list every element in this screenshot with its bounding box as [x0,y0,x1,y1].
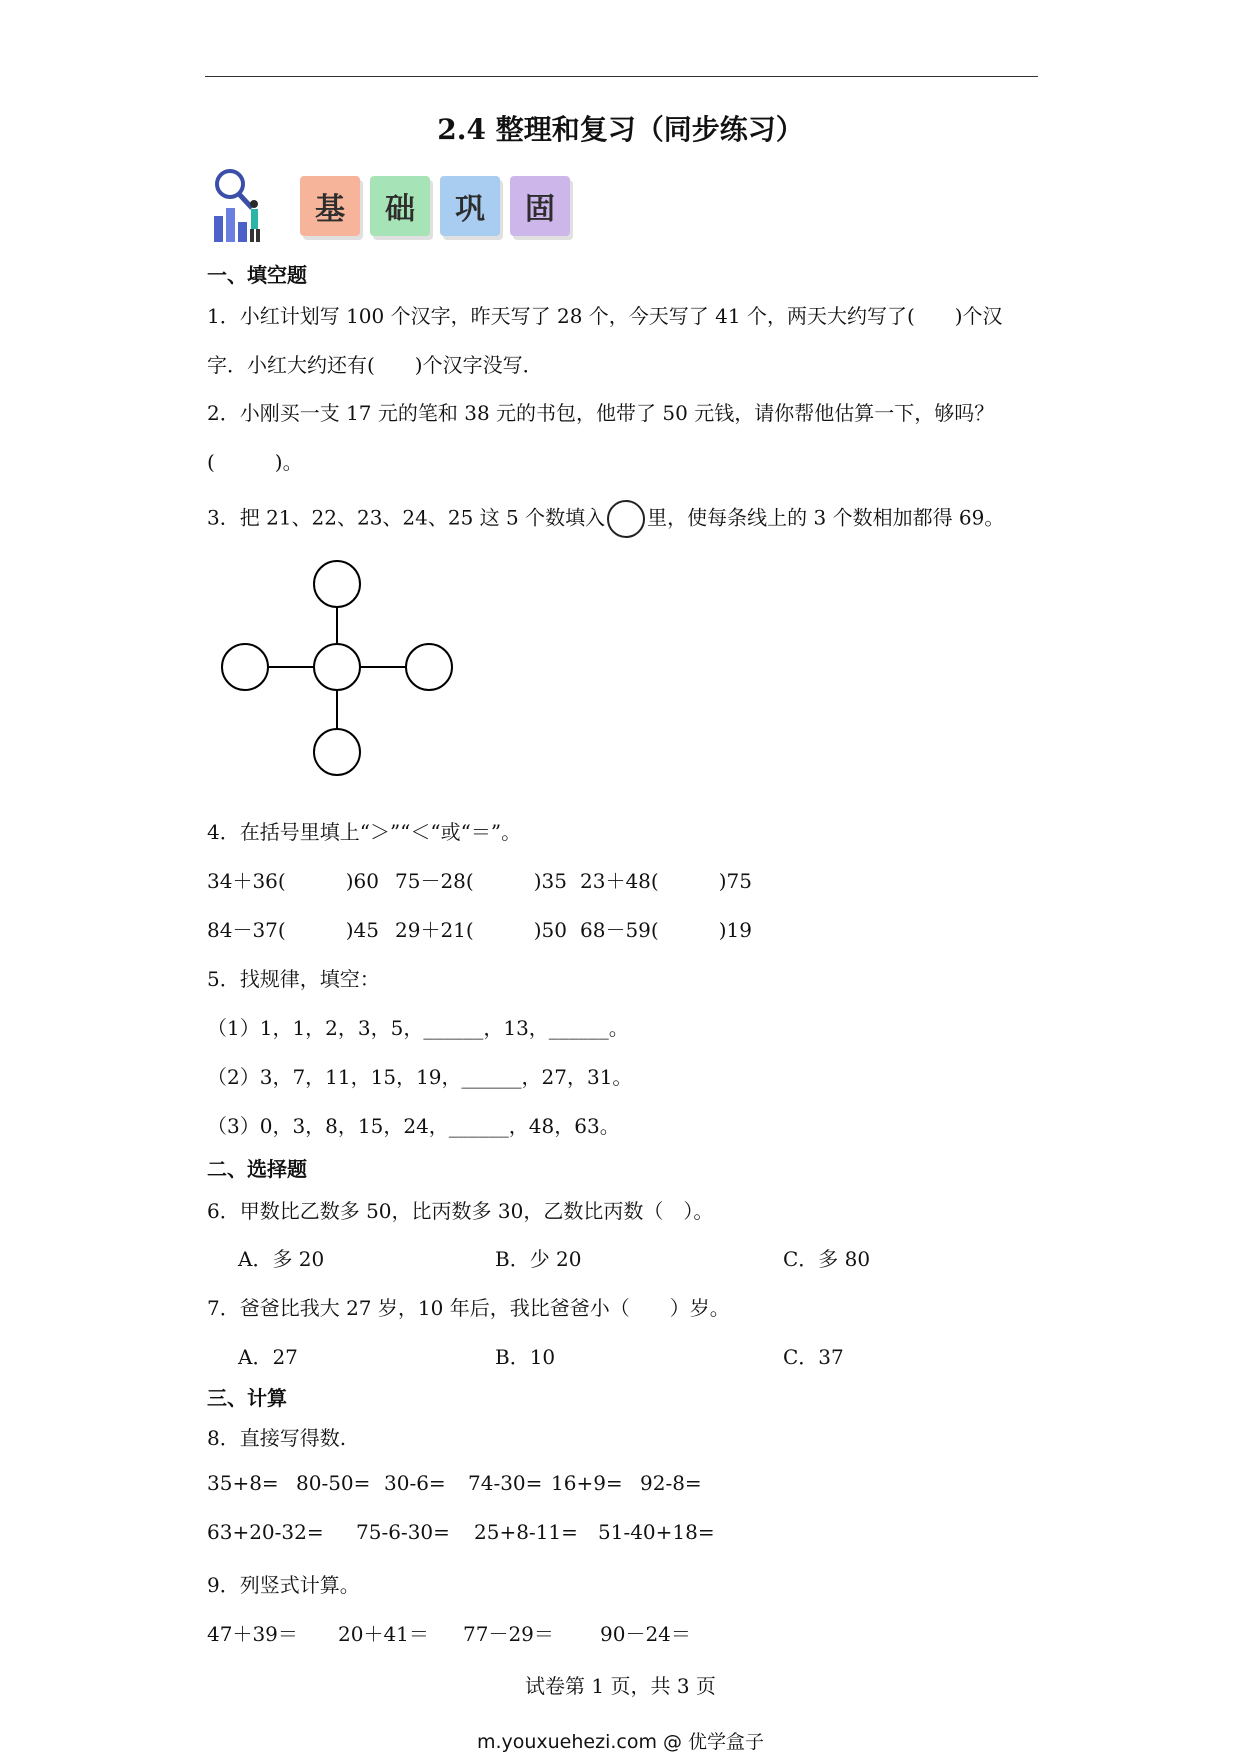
mental-math-item: 92-8= [640,1471,702,1495]
vertical-calc-item: 47＋39＝ [207,1622,298,1646]
page-title: 2.4 整理和复习（同步练习） [437,113,804,146]
vertical-calc-item: 77－29＝ [463,1622,554,1646]
vertical-calc-item: 20＋41＝ [338,1622,429,1646]
banner-tile-gong: 巩 [440,176,500,236]
mental-math-item: 51-40+18= [598,1520,715,1544]
page-footer: 试卷第 1 页，共 3 页 [525,1674,716,1698]
diagram-circle-left [222,644,268,690]
q6-option-b: B．少 20 [495,1247,582,1271]
compare-item: 34＋36( )60 [207,869,379,893]
question-2-line-1: 2．小刚买一支 17 元的笔和 38 元的书包，他带了 50 元钱，请你帮他估算一下，够吗？ [207,401,995,425]
mental-math-item: 63+20-32= [207,1520,324,1544]
compare-item: 84－37( )45 [207,918,379,942]
diagram-circle-right [406,644,452,690]
question-7-stem: 7．爸爸比我大 27 岁，10 年后，我比爸爸小（ ）岁。 [207,1296,730,1320]
banner-tile-chu: 础 [370,176,430,236]
section-heading-calculation: 三、计算 [207,1386,287,1410]
mental-math-item: 80-50= [296,1471,371,1495]
section-heading-fill-blank: 一、填空题 [207,263,307,287]
compare-item: 75－28( )35 [395,869,567,893]
cross-diagram [210,560,470,790]
q7-option-a: A．27 [238,1345,298,1369]
banner-tile-gu: 固 [510,176,570,236]
q6-option-c: C．多 80 [783,1247,871,1271]
mental-math-item: 16+9= [551,1471,623,1495]
mental-math-item: 30-6= [384,1471,446,1495]
site-watermark: m.youxuehezi.com @ 优学盒子 [476,1731,765,1753]
diagram-circle-top [314,561,360,607]
question-6-stem: 6．甲数比乙数多 50，比丙数多 30，乙数比丙数（ ）。 [207,1199,714,1223]
top-rule [205,76,1038,77]
q7-option-b: B．10 [495,1345,556,1369]
vertical-calc-item: 90－24＝ [600,1622,691,1646]
mental-math-item: 35+8= [207,1471,279,1495]
compare-item: 29＋21( )50 [395,918,567,942]
question-4-prompt: 4．在括号里填上“＞”“＜“或“＝”。 [207,820,522,844]
question-5-prompt: 5．找规律，填空： [207,967,380,991]
question-5-part-1: （1）1，1，2，3，5，______，13，______。 [207,1016,629,1040]
q6-option-a: A．多 20 [238,1247,325,1271]
diagram-circle-bottom [314,729,360,775]
question-1-line-2: 字．小红大约还有( )个汉字没写． [207,353,543,377]
question-5-part-3: （3）0，3，8，15，24，______，48，63。 [207,1114,620,1138]
compare-item: 68－59( )19 [580,918,752,942]
mental-math-item: 74-30= [468,1471,543,1495]
compare-item: 23＋48( )75 [580,869,752,893]
question-5-part-2: （2）3，7，11，15，19，______，27，31。 [207,1065,633,1089]
question-3-after: 里，使每条线上的 3 个数相加都得 69。 [647,505,1005,530]
question-8-prompt: 8．直接写得数. [207,1426,347,1450]
question-3 [207,500,1004,538]
question-1-line-1: 1．小红计划写 100 个汉字，昨天写了 28 个，今天写了 41 个，两天大约写了( )个汉 [207,304,1003,328]
diagram-circle-center [314,644,360,690]
question-3-before: 3．把 21、22、23、24、25 这 5 个数填入 [207,505,606,530]
question-9-prompt: 9．列竖式计算。 [207,1573,360,1597]
q7-option-c: C．37 [783,1345,844,1369]
section-heading-choice: 二、选择题 [207,1157,307,1181]
question-2-line-2: ( )。 [207,450,303,474]
circle-icon [607,500,645,538]
mental-math-item: 75-6-30= [356,1520,450,1544]
banner-tile-ji: 基 [300,176,360,236]
mental-math-item: 25+8-11= [474,1520,578,1544]
study-icon [208,166,268,246]
